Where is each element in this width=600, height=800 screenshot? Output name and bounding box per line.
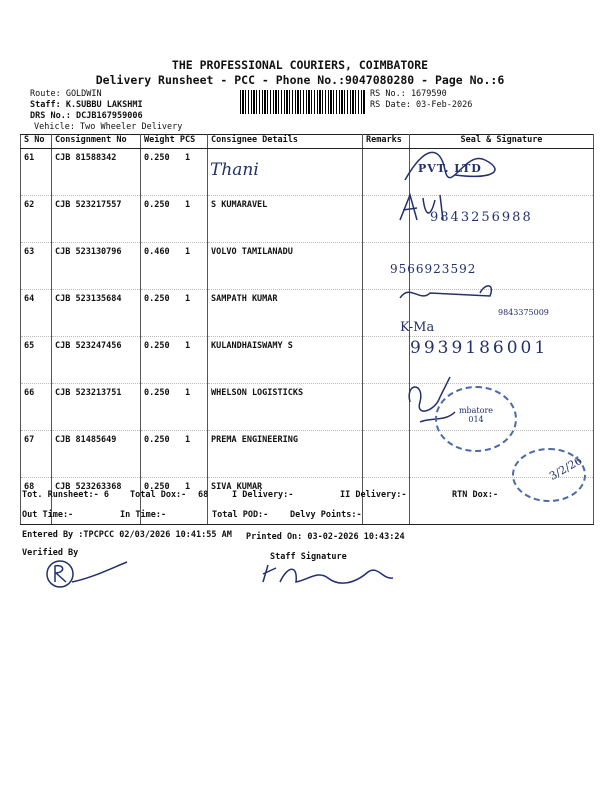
row-consignee: WHELSON LOGISTICKS [208,384,363,431]
total-dox-label: Total Dox:- [130,490,187,500]
pcs-value: 1 [184,435,191,445]
pcs-value: 1 [184,247,191,257]
company-stamp-61: PVT. LTD [418,162,482,175]
weight-value: 0.250 [144,294,170,304]
row-consignment: CJB 523130796 [52,243,141,290]
signature-61-icon [395,140,505,190]
col-weight-pcs [141,135,208,149]
staff-signature-label: Staff Signature [270,552,347,562]
row-consignee: KULANDHAISWAMY S [208,337,363,384]
rtn-dox-label: RTN Dox:- [452,490,499,500]
row-consignee: SIVA KUMAR [208,478,363,525]
runsheet-table [20,134,594,525]
weight-value: 0.250 [144,388,170,398]
row-weight [141,290,208,337]
rs-number: RS No.: 1679590 [370,89,447,99]
col-weight: Weight [144,135,175,145]
pcs-value: 1 [184,482,191,492]
row-sno: 61 [21,149,52,196]
stamp-text-67: mbatore 014 [458,406,494,424]
row-consignment: CJB 81588342 [52,149,141,196]
pcs-value: 1 [184,341,191,351]
entered-by: Entered By :TPCPCC 02/03/2026 10:41:55 AM [22,530,232,540]
row-consignment: CJB 523213751 [52,384,141,431]
i-delivery-label: I Delivery:- [232,490,294,500]
staff-label: Staff: K.SUBBU LAKSHMI [30,100,143,110]
vehicle-label: Vehicle: Two Wheeler Delivery [34,122,183,132]
row-remarks [363,431,410,478]
weight-value: 0.250 [144,200,170,210]
drs-number: DRS No.: DCJB167959006 [30,111,143,121]
row-consignee: S KUMARAVEL [208,196,363,243]
row-consignment: CJB 523217557 [52,196,141,243]
weight-value: 0.250 [144,341,170,351]
handwritten-name-65: K-Ma [400,320,435,335]
in-time-label: In Time:- [120,510,167,520]
col-remarks: Remarks [363,135,410,149]
handwritten-date-68: 3/2/26 [547,454,585,483]
out-time-label: Out Time:- [22,510,74,520]
weight-value: 0.250 [144,435,170,445]
table-row [21,149,594,196]
row-weight [141,243,208,290]
table-row [21,243,594,290]
row-consignment: CJB 81485649 [52,431,141,478]
printed-on: Printed On: 03-02-2026 10:43:24 [246,532,405,542]
ii-delivery-label: II Delivery:- [340,490,407,500]
verified-by-label: Verified By [22,548,79,558]
row-sno: 62 [21,196,52,243]
handwritten-phone-62: 9843256988 [430,210,533,225]
row-consignee: SAMPATH KUMAR [208,290,363,337]
pcs-value: 1 [184,200,191,210]
pcs-value: 1 [184,388,191,398]
signature-64-icon [395,278,505,310]
route-label: Route: GOLDWIN [30,89,102,99]
col-sno: S No [21,135,52,149]
total-dox-value: 68 [198,490,209,500]
row-consignee: PREMA ENGINEERING [208,431,363,478]
company-title: THE PROFESSIONAL COURIERS, COIMBATORE [171,58,429,72]
rs-date: RS Date: 03-Feb-2026 [370,100,473,110]
delvy-points-label: Delvy Points:- [290,510,362,520]
col-consignment: Consignment No [52,135,141,149]
row-consignment: CJB 523135684 [52,290,141,337]
handwritten-phone-64b: 9843375009 [498,308,549,317]
verified-signature-icon [42,556,132,590]
col-pcs: PCS [179,135,196,145]
row-sno: 63 [21,243,52,290]
table-header-row [21,135,594,149]
total-runsheet: Tot. Runsheet:- 6 [22,490,109,500]
row-weight [141,384,208,431]
handwritten-name-61: Thani [210,160,259,180]
col-consignee: Consignee Details [208,135,363,149]
row-sno: 65 [21,337,52,384]
row-sno: 66 [21,384,52,431]
handwritten-phone-65: 9939186001 [410,338,549,358]
row-weight [141,149,208,196]
row-remarks [363,478,410,525]
pcs-value: 1 [184,294,191,304]
row-weight [141,196,208,243]
weight-value: 0.460 [144,247,170,257]
row-weight [141,337,208,384]
row-sno: 67 [21,431,52,478]
col-seal-signature: Seal & Signature [410,135,594,149]
row-consignment: CJB 523247456 [52,337,141,384]
row-sno: 68 [21,478,52,525]
row-consignee: VOLVO TAMILANADU [208,243,363,290]
staff-signature-icon [258,560,428,590]
weight-value: 0.250 [144,153,170,163]
row-weight [141,431,208,478]
weight-value: 0.250 [144,482,170,492]
barcode-icon [240,90,366,114]
handwritten-phone-64a: 9566923592 [390,262,477,276]
pcs-value: 1 [184,153,191,163]
runsheet-subtitle: Delivery Runsheet - PCC - Phone No.:9047080280 - Page No.:6 [95,73,505,87]
row-sno: 64 [21,290,52,337]
row-consignment: CJB 523263368 [52,478,141,525]
total-pod-label: Total POD:- [212,510,269,520]
